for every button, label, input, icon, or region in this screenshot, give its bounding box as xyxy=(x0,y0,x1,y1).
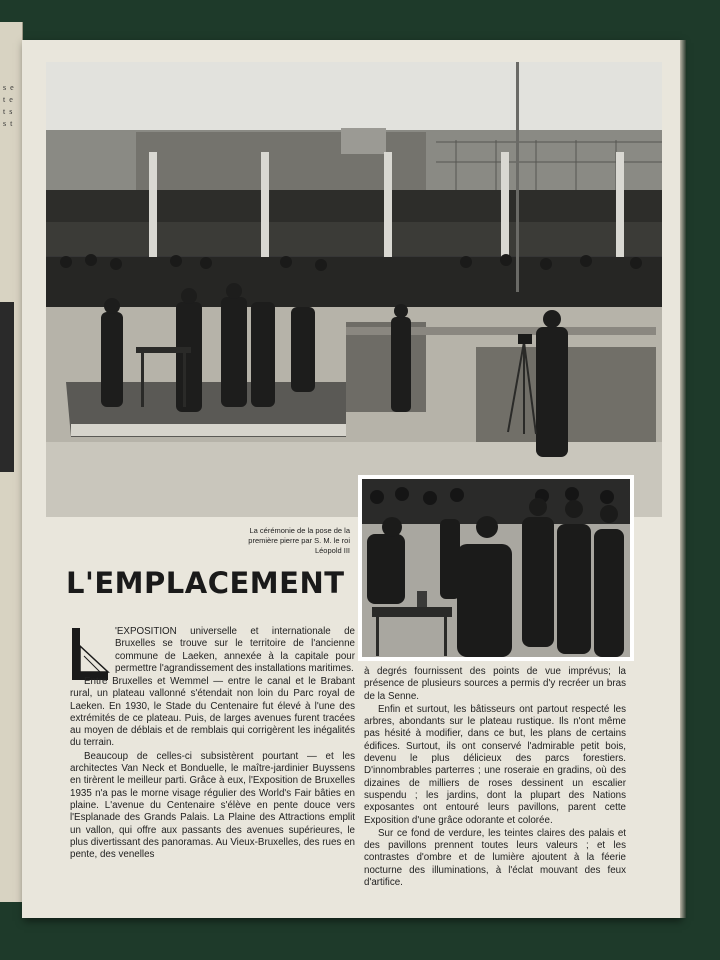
paragraph: Enfin et surtout, les bâtisseurs ont partout respecté les arbres, abondants sur le plateau rustique. Ils n'ont même pas hésité à modifier, dans ce but, les plans de certains édifices. Surtout, ils ont conservé l'admirable petit bois, devenu le plus délicieux des parcs forestiers. D'innombrables parterres ; une roseraie en gradins, où des dizaines de milliers de roses dessinent un escalier suspendu ; les jardins, dont la plupart des Nations exposantes ont entouré leurs pavillons, parent cette Exposition d'une grâce odorante et colorée. xyxy=(364,703,626,826)
previous-page-edge xyxy=(0,22,23,902)
main-ceremony-photo xyxy=(46,62,662,517)
inset-photo xyxy=(358,475,634,661)
paragraph: à degrés fournissent des points de vue imprévus; la présence de plusieurs sources a permis d'y recréer un bras de la Senne. xyxy=(364,666,626,702)
previous-page-photo-fragment xyxy=(0,302,14,472)
paragraph: Beaucoup de celles-ci subsistèrent pourtant — et les architectes Van Neck et Bonduelle, le maître-jardinier Buyssens en tirèrent le meilleur parti. Grâce à eux, l'Exposition de Bruxelles 1935 n'a pas le morne visage régulier des World's Fair bâties en plaine. L'avenue du Centenaire s'élève en pente douce vers l'Esplanade des Grands Palais. La Plaine des Attractions emplit un vallon, qui offre aux passants des avenues supérieures, le plus divertissant des panoramas. Au Vieux-Bruxelles, des rues en pente, des venelles xyxy=(70,750,355,861)
column-right xyxy=(364,666,626,890)
paragraph: Entre Bruxelles et Wemmel — entre le canal et le Brabant rural, un plateau vallonné s'étendait non loin du Parc royal de Laeken. En 1930, le Stade du Centenaire fut élevé à l'une des extrémités de ce plateau. Puis, de larges avenues furent tracées au moyen de déblais et de remblais qui corrigèrent les inégalités du terrain. xyxy=(70,676,355,749)
previous-page-text: s e t e t s s t xyxy=(3,83,15,128)
main-photo-illustration xyxy=(46,62,662,517)
photo-caption: La cérémonie de la pose de la première pierre par S. M. le roi Léopold III xyxy=(248,526,350,555)
page-edge-shadow xyxy=(680,40,686,918)
inset-photo-illustration xyxy=(362,479,630,657)
column-left xyxy=(70,676,355,862)
intro-text: 'EXPOSITION universelle et internationale de Bruxelles se trouve sur le territoire de l'ancienne commune de Laeken, annexée à la capitale pour permettre l'agrandissement des installations maritimes. xyxy=(115,626,355,674)
intro-paragraph xyxy=(115,626,355,676)
paragraph: Sur ce fond de verdure, les teintes claires des palais et des pavillons prennent toutes leurs valeurs ; et les contrastes d'ombre et de lumière ajoutent à la féerie nocturne des illuminations, à l'éclat mouvant des feux d'artifice. xyxy=(364,827,626,889)
article-title: L'EMPLACEMENT xyxy=(66,566,345,600)
